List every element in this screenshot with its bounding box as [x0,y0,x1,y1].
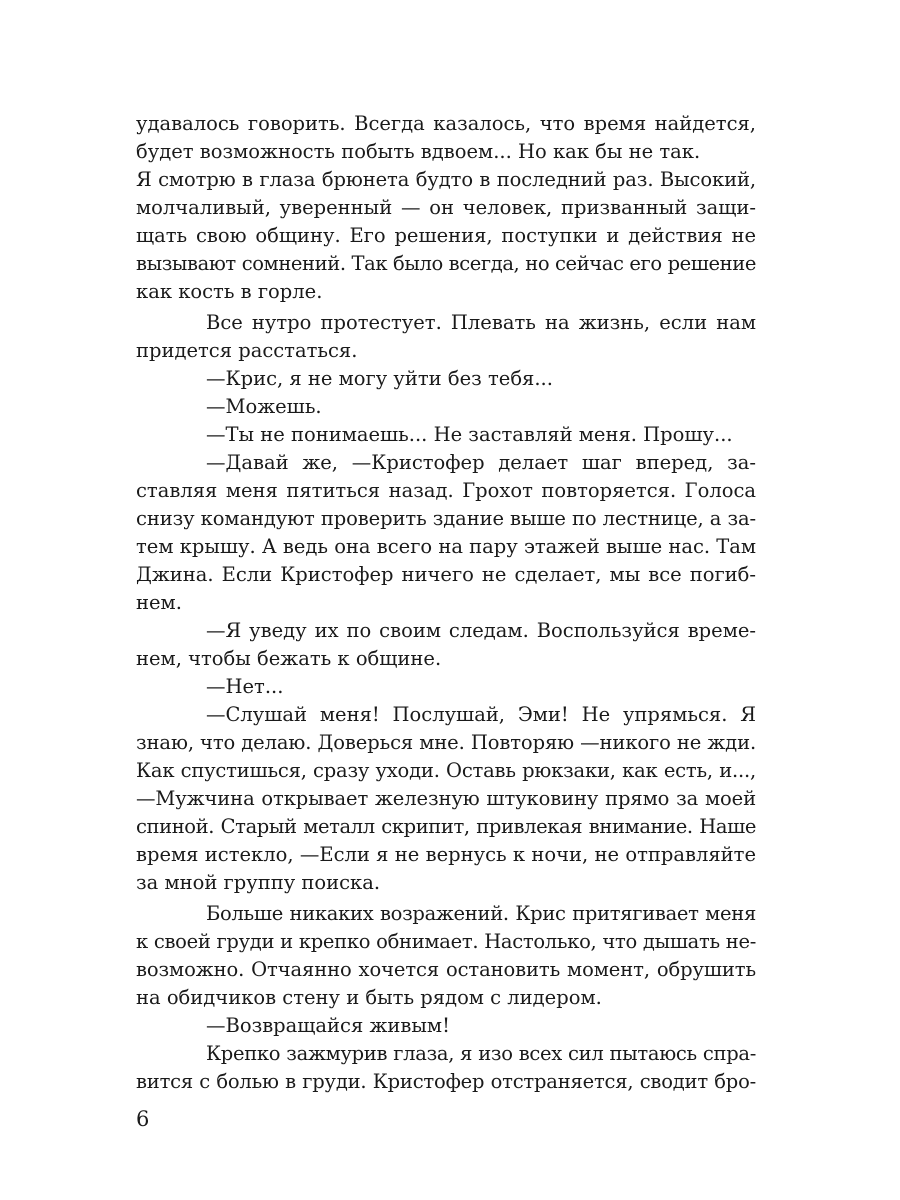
text-line: Больше никаких возражений. Крис притягивает меня [206,902,756,925]
text-line: как кость в горле. [136,280,323,303]
text-line: —Мужчина открывает железную штуковину прямо за моей [136,787,756,810]
page-number: 6 [136,1107,150,1131]
dialogue-line: —Слушай меня! Послушай, Эми! Не упрямься. Я [206,703,756,726]
text-line: вызывают сомнений. Так было всегда, но сейчас его решение [136,252,756,275]
dialogue-line: —Давай же, —Кристофер делает шаг вперед, за- [206,451,756,474]
dialogue-line: —Крис, я не могу уйти без тебя... [206,367,553,390]
text-line: знаю, что делаю. Доверься мне. Повторяю —никого не жди. [136,731,756,754]
text-line: тем крышу. А ведь она всего на пару этажей выше нас. Там [136,535,756,558]
text-line: на обидчиков стену и быть рядом с лидером. [136,986,602,1009]
text-line: вится с болью в груди. Кристофер отстраняется, сводит бро- [136,1070,756,1093]
text-line: придется расстаться. [136,339,358,362]
text-line: нем. [136,591,182,614]
text-line: нем, чтобы бежать к общине. [136,647,442,670]
dialogue-line: —Ты не понимаешь... Не заставляй меня. Прошу... [206,423,733,446]
text-line: время истекло, —Если я не вернусь к ночи, не отправляйте [136,843,756,866]
text-line: щать свою общину. Его решения, поступки и действия не [136,224,756,247]
text-line: Джина. Если Кристофер ничего не сделает, мы все погиб- [136,563,756,586]
text-line: молчаливый, уверенный — он человек, призванный защи- [136,196,756,219]
text-line: Я смотрю в глаза брюнета будто в последний раз. Высокий, [136,168,756,191]
text-line: возможно. Отчаянно хочется остановить момент, обрушить [136,958,756,981]
dialogue-line: —Можешь. [206,395,322,418]
text-line: удавалось говорить. Всегда казалось, что время найдется, [136,112,756,135]
text-line: Как спустишься, сразу уходи. Оставь рюкзаки, как есть, и..., [136,759,756,782]
text-line: Крепко зажмурив глаза, я изо всех сил пытаюсь спра- [206,1042,756,1065]
text-line: будет возможность побыть вдвоем... Но как бы не так. [136,140,701,163]
text-line: снизу командуют проверить здание выше по лестнице, а за- [136,507,756,530]
dialogue-line: —Возвращайся живым! [206,1014,450,1037]
text-line: спиной. Старый металл скрипит, привлекая внимание. Наше [136,815,756,838]
text-line: за мной группу поиска. [136,871,381,894]
text-line: ставляя меня пятиться назад. Грохот повторяется. Голоса [136,479,756,502]
text-line: к своей груди и крепко обнимает. Настолько, что дышать не- [136,930,756,953]
dialogue-line: —Нет... [206,675,284,698]
text-line: Все нутро протестует. Плевать на жизнь, если нам [206,311,756,334]
dialogue-line: —Я уведу их по своим следам. Воспользуйся време- [206,619,756,642]
